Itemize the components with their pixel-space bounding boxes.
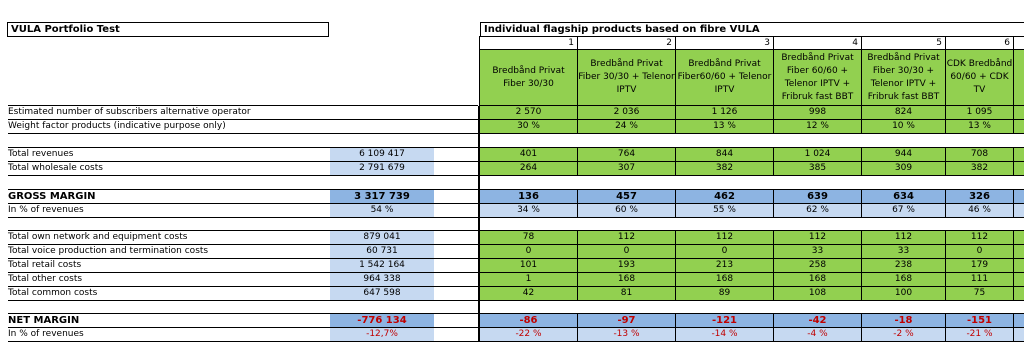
column-stub (1014, 287, 1024, 300)
product-number: 3 (676, 37, 774, 50)
column-stub (1014, 120, 1024, 133)
table-cell: -151 (946, 314, 1014, 327)
row-total: 6 109 417 (330, 148, 434, 161)
table-cell: 13 % (946, 120, 1014, 133)
column-stub (1014, 190, 1024, 203)
table-cell: 0 (578, 245, 676, 258)
column-stub (1014, 231, 1024, 244)
table-cell: 764 (578, 148, 676, 161)
table-cell: 179 (946, 259, 1014, 272)
table-cell: -13 % (578, 328, 676, 341)
row-label: Estimated number of subscribers alternative operator (8, 107, 251, 117)
product-number: 2 (578, 37, 676, 50)
table-cell: 457 (578, 190, 676, 203)
table-cell: 33 (862, 245, 946, 258)
row-label: Total own network and equipment costs (8, 232, 188, 242)
row-total: 54 % (330, 204, 434, 217)
table-cell: 34 % (480, 204, 578, 217)
table-cell: 2 570 (480, 106, 578, 119)
table-cell: 944 (862, 148, 946, 161)
column-stub (1014, 162, 1024, 175)
row-label: Total voice production and termination costs (8, 246, 209, 256)
row-label: Total retail costs (8, 260, 82, 270)
row-label: NET MARGIN (8, 315, 80, 326)
table-cell: 0 (480, 245, 578, 258)
product-number: 1 (480, 37, 578, 50)
product-number: 4 (774, 37, 862, 50)
product-name-header: Bredbånd Privat Fiber 60/60 + Telenor IPTV + Fribruk fast BBT (774, 50, 862, 105)
row-label: Weight factor products (indicative purpose only) (8, 121, 226, 131)
column-stub (1014, 328, 1024, 341)
table-cell: 108 (774, 287, 862, 300)
table-cell: 2 036 (578, 106, 676, 119)
table-cell: 824 (862, 106, 946, 119)
table-cell: 112 (946, 231, 1014, 244)
row-divider (8, 133, 478, 134)
table-cell: 112 (774, 231, 862, 244)
table-cell: 10 % (862, 120, 946, 133)
table-cell: 112 (578, 231, 676, 244)
product-number: 6 (946, 37, 1014, 50)
row-label: In % of revenues (8, 205, 84, 215)
product-number: 5 (862, 37, 946, 50)
table-cell: 326 (946, 190, 1014, 203)
row-divider (480, 341, 1024, 342)
table-cell: 1 (480, 273, 578, 286)
table-cell: 30 % (480, 120, 578, 133)
table-cell: 46 % (946, 204, 1014, 217)
row-total: 2 791 679 (330, 162, 434, 175)
table-cell: -14 % (676, 328, 774, 341)
table-cell: 67 % (862, 204, 946, 217)
table-cell: 844 (676, 148, 774, 161)
table-cell: 382 (676, 162, 774, 175)
product-name-header: Bredbånd Privat Fiber60/60 + Telenor IPTV (676, 50, 774, 105)
table-cell: 111 (946, 273, 1014, 286)
table-left-border (479, 36, 480, 342)
row-label: Total revenues (8, 149, 74, 159)
table-cell: 112 (862, 231, 946, 244)
label-right-border (478, 106, 479, 342)
product-name-header: Bredbånd Privat Fiber 30/30 + Telenor IPTV + Fribruk fast BBT (862, 50, 946, 105)
table-cell: -97 (578, 314, 676, 327)
table-cell: 168 (862, 273, 946, 286)
column-stub (1014, 259, 1024, 272)
column-stub (1014, 273, 1024, 286)
table-cell: 462 (676, 190, 774, 203)
table-cell: 75 (946, 287, 1014, 300)
table-cell: 89 (676, 287, 774, 300)
row-divider (480, 300, 1024, 301)
table-cell: 168 (774, 273, 862, 286)
row-divider (8, 300, 478, 301)
row-total: 1 542 164 (330, 259, 434, 272)
table-cell: 101 (480, 259, 578, 272)
table-cell: 385 (774, 162, 862, 175)
table-cell: -121 (676, 314, 774, 327)
product-name-header: Bredbånd Privat Fiber 30/30 (480, 50, 578, 105)
row-total: 60 731 (330, 245, 434, 258)
table-cell: 33 (774, 245, 862, 258)
row-total: 3 317 739 (330, 190, 434, 203)
row-label: In % of revenues (8, 329, 84, 339)
table-cell: -86 (480, 314, 578, 327)
table-cell: 213 (676, 259, 774, 272)
table-cell: 238 (862, 259, 946, 272)
table-cell: 62 % (774, 204, 862, 217)
section-title: Individual flagship products based on fibre VULA (480, 22, 1024, 37)
table-cell: 401 (480, 148, 578, 161)
table-cell: 998 (774, 106, 862, 119)
table-cell: 168 (578, 273, 676, 286)
column-stub (1014, 245, 1024, 258)
table-cell: 12 % (774, 120, 862, 133)
table-cell: 81 (578, 287, 676, 300)
table-cell: 0 (946, 245, 1014, 258)
row-divider (480, 175, 1024, 176)
portfolio-title: VULA Portfolio Test (7, 22, 329, 37)
table-cell: 0 (676, 245, 774, 258)
row-total: 964 338 (330, 273, 434, 286)
table-cell: 264 (480, 162, 578, 175)
row-total: -776 134 (330, 314, 434, 327)
table-cell: 193 (578, 259, 676, 272)
table-cell: 78 (480, 231, 578, 244)
table-cell: 168 (676, 273, 774, 286)
table-cell: -4 % (774, 328, 862, 341)
table-cell: 55 % (676, 204, 774, 217)
column-stub (1014, 148, 1024, 161)
row-label: Total common costs (8, 288, 98, 298)
table-cell: 100 (862, 287, 946, 300)
row-label: GROSS MARGIN (8, 191, 96, 202)
table-cell: 60 % (578, 204, 676, 217)
row-total: -12,7% (330, 328, 434, 341)
table-cell: 13 % (676, 120, 774, 133)
column-stub (1014, 314, 1024, 327)
row-total: 879 041 (330, 231, 434, 244)
table-cell: -18 (862, 314, 946, 327)
row-divider (8, 341, 478, 342)
product-name-header: CDK Bredbånd 60/60 + CDK TV (946, 50, 1014, 105)
table-cell: -21 % (946, 328, 1014, 341)
table-cell: 112 (676, 231, 774, 244)
table-cell: 258 (774, 259, 862, 272)
column-stub (1014, 50, 1024, 105)
table-cell: 1 126 (676, 106, 774, 119)
table-cell: 309 (862, 162, 946, 175)
table-cell: 307 (578, 162, 676, 175)
row-label: Total wholesale costs (8, 163, 103, 173)
table-cell: 42 (480, 287, 578, 300)
row-divider (8, 175, 478, 176)
table-cell: 136 (480, 190, 578, 203)
table-cell: -42 (774, 314, 862, 327)
row-divider (8, 217, 478, 218)
table-cell: 1 024 (774, 148, 862, 161)
row-divider (480, 133, 1024, 134)
row-label: Total other costs (8, 274, 83, 284)
table-cell: 1 095 (946, 106, 1014, 119)
table-cell: 24 % (578, 120, 676, 133)
table-cell: -22 % (480, 328, 578, 341)
column-stub (1014, 204, 1024, 217)
table-cell: -2 % (862, 328, 946, 341)
table-cell: 382 (946, 162, 1014, 175)
table-cell: 708 (946, 148, 1014, 161)
table-cell: 639 (774, 190, 862, 203)
column-stub (1014, 106, 1024, 119)
row-divider (480, 217, 1024, 218)
row-total: 647 598 (330, 287, 434, 300)
table-cell: 634 (862, 190, 946, 203)
product-name-header: Bredbånd Privat Fiber 30/30 + Telenor IPTV (578, 50, 676, 105)
